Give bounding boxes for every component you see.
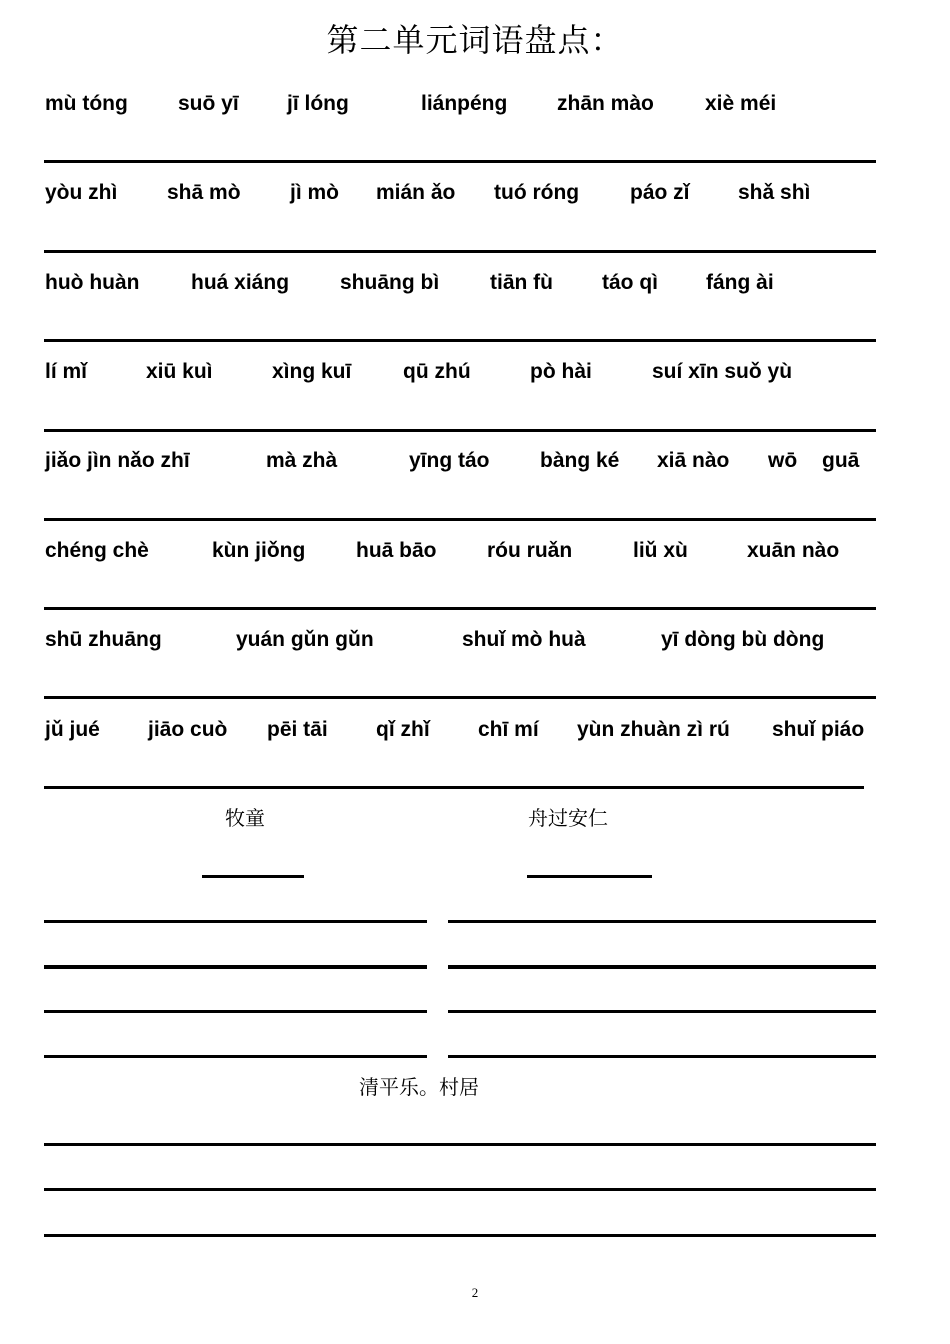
poem-writing-line [44,1010,427,1013]
pinyin-word: jiǎo jìn nǎo zhī [45,449,190,472]
pinyin-word: shū zhuāng [45,628,162,651]
pinyin-word: zhān mào [557,92,654,115]
pinyin-word: táo qì [602,271,658,294]
pinyin-word: lí mǐ [45,360,88,383]
page-number: 2 [471,1285,479,1300]
poem-writing-line [448,965,876,969]
pinyin-word: jǔ jué [45,718,100,741]
poem-writing-line [44,1055,427,1058]
poem-writing-line [448,920,876,923]
writing-line [44,160,876,163]
pinyin-word: suí xīn suǒ yù [652,360,793,383]
pinyin-word: pēi tāi [267,718,328,741]
poem-title-qingpingle-cunju: 清平乐。村居 [359,1075,479,1099]
pinyin-row-4 [0,357,950,387]
pinyin-row-7 [0,625,950,655]
pinyin-word: chī mí [478,718,539,741]
pinyin-word: páo zǐ [630,181,690,204]
pinyin-word: xuān nào [747,539,840,562]
pinyin-word: qǐ zhǐ [376,718,430,741]
pinyin-word: shuǐ mò huà [462,628,586,651]
poem-title-mutong: 牧童 [225,806,265,830]
writing-line [44,250,876,253]
pinyin-word: liǔ xù [633,539,688,562]
pinyin-word: guā [822,449,860,472]
pinyin-row-2 [0,178,950,208]
poem-writing-line [44,965,427,969]
pinyin-word: shǎ shì [738,181,811,204]
writing-line [44,696,876,699]
pinyin-word: jiāo cuò [148,718,228,741]
poem-writing-line [44,1188,876,1191]
pinyin-word: huā bāo [356,539,437,562]
pinyin-word: wō [768,449,798,472]
pinyin-word: mù tóng [45,92,128,115]
pinyin-word: jì mò [290,181,340,204]
writing-line [44,429,876,432]
pinyin-word: liánpéng [421,92,508,115]
pinyin-row-6 [0,536,950,566]
pinyin-word: yùn zhuàn zì rú [577,718,730,741]
pinyin-word: fáng ài [706,271,774,294]
pinyin-word: xiè méi [705,92,777,115]
poem-writing-line [44,1234,876,1237]
poem-title-zhouguo-anren: 舟过安仁 [528,806,608,830]
pinyin-word: pò hài [530,360,592,383]
pinyin-word: suō yī [178,92,239,115]
poem-writing-line [44,1143,876,1146]
pinyin-row-3 [0,268,950,298]
writing-line [44,339,876,342]
pinyin-word: chéng chè [45,539,149,562]
pinyin-word: yīng táo [409,449,490,472]
author-line [527,875,652,878]
pinyin-word: huò huàn [45,271,140,294]
page-title: 第二单元词语盘点： [326,21,624,59]
pinyin-word: shuǐ piáo [772,718,865,741]
pinyin-word: xìng kuī [272,360,352,383]
poem-writing-line [44,920,427,923]
author-line [202,875,304,878]
pinyin-word: mián ǎo [376,181,456,204]
pinyin-word: mà zhà [266,449,338,472]
writing-line [44,607,876,610]
pinyin-word: qū zhú [403,360,471,383]
pinyin-word: yuán gǔn gǔn [236,628,374,651]
pinyin-row-5 [0,446,950,476]
poem-writing-line [448,1010,876,1013]
pinyin-word: shā mò [167,181,241,204]
pinyin-word: róu ruǎn [487,539,573,562]
pinyin-word: kùn jiǒng [212,539,306,562]
pinyin-word: bàng ké [540,449,620,472]
pinyin-row-8 [0,715,950,745]
pinyin-word: jī lóng [287,92,349,115]
pinyin-word: tiān fù [490,271,553,294]
pinyin-word: tuó róng [494,181,580,204]
pinyin-word: yòu zhì [45,181,118,204]
writing-line [44,518,876,521]
pinyin-word: shuāng bì [340,271,440,294]
poem-writing-line [448,1055,876,1058]
pinyin-row-1 [0,89,950,119]
pinyin-word: yī dòng bù dòng [661,628,825,651]
writing-line [44,786,864,789]
pinyin-word: xiū kuì [146,360,213,383]
pinyin-word: huá xiáng [191,271,290,294]
pinyin-word: xiā nào [657,449,730,472]
